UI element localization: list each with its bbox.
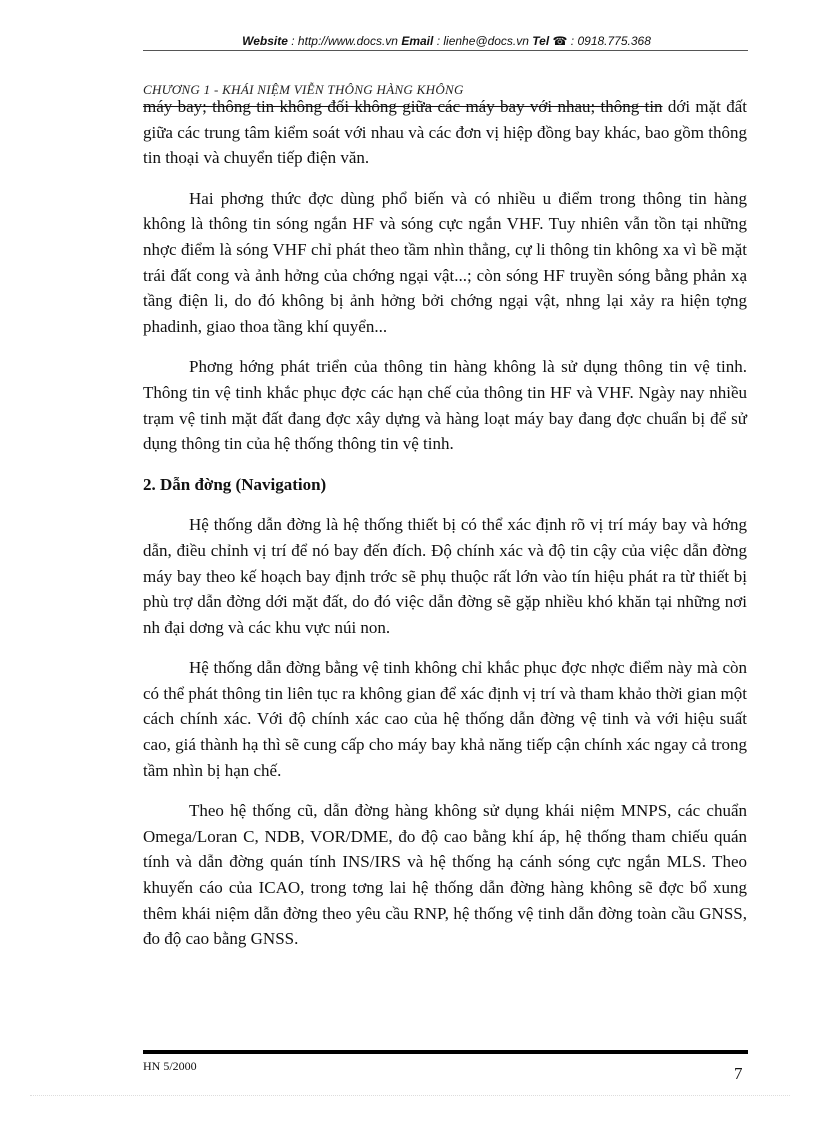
header-divider <box>143 50 748 51</box>
chapter-title: CHƯƠNG 1 - KHÁI NIỆM VIỄN THÔNG HÀNG KHÔNG <box>143 82 464 97</box>
page-header <box>145 34 748 48</box>
footer-divider <box>143 1050 748 1054</box>
paragraph-2: Hai phơng thức đợc dùng phổ biến và có nhiều u điểm trong thông tin hàng không là thông tin sóng ngắn HF và sóng cực ngắn VHF. Tuy nhiên vẫn tồn tại những nhợc điểm là sóng VHF chỉ phát theo tầm nhìn thẳng, cự li thông tin không xa vì bề mặt trái đất cong và ảnh hởng của chớng ngại vật...; còn sóng HF truyền sóng bằng phản xạ tầng điện li, do đó không bị ảnh hởng bởi chớng ngại vật, nhng lại xảy ra hiện tợng phadinh, giao thoa tầng khí quyển... <box>143 188 747 336</box>
page-number: 7 <box>734 1064 743 1083</box>
paragraph-6: Theo hệ thống cũ, dẫn đờng hàng không sử dụng khái niệm MNPS, các chuẩn Omega/Loran C, NDB, VOR/DME, đo độ cao bằng khí áp, hệ thống tham chiếu quán tính và dẫn đờng quán tính INS/IRS và hệ thống hạ cánh sóng cực ngắn MLS. Theo khuyến cáo của ICAO, trong tơng lai hệ thống dẫn đờng hàng không sẽ đợc bổ xung thêm khái niệm dẫn đờng theo yêu cầu RNP, hệ thống vệ tinh dẫn đờng toàn cầu GNSS, đo độ cao bằng GNSS. <box>143 801 747 949</box>
struck-line: máy bay; thông tin không đối không giữa các máy bay với nhau; thông tin <box>143 97 663 116</box>
tel-label: Tel <box>532 34 550 48</box>
page-bottom-edge <box>30 1095 790 1096</box>
footer-date: HN 5/2000 <box>143 1059 197 1073</box>
paragraph-3: Phơng hớng phát triển của thông tin hàng không là sử dụng thông tin vệ tinh. Thông tin vệ tinh khắc phục đợc các hạn chế của thông tin HF và VHF. Ngày nay nhiều trạm vệ tinh mặt đất đang đợc xây dựng và hàng loạt máy bay đang đợc chuẩn bị để sử dụng thông tin của hệ thống thông tin vệ tinh. <box>143 357 747 454</box>
email-label: Email <box>401 34 434 48</box>
section-heading: 2. Dẫn đờng (Navigation) <box>143 474 327 494</box>
document-body <box>143 94 747 952</box>
website-value: : http://www.docs.vn <box>291 34 398 48</box>
email-value: : lienhe@docs.vn <box>436 34 529 48</box>
website-label: Website <box>242 34 288 48</box>
tel-value: ☎ : 0918.775.368 <box>552 34 651 48</box>
paragraph-1 <box>143 94 747 171</box>
paragraph-4: Hệ thống dẫn đờng là hệ thống thiết bị có thể xác định rõ vị trí máy bay và hớng dẫn, điều chỉnh vị trí để nó bay đến đích. Độ chính xác và độ tin cậy của việc dẫn đờng máy bay theo kế hoạch bay định trớc sẽ phụ thuộc rất lớn vào tín hiệu phát ra từ thiết bị phù trợ dẫn đờng dới mặt đất, do đó việc dẫn đờng sẽ gặp nhiều khó khăn tại những nơi nh đại dơng và các khu vực núi non. <box>143 515 747 637</box>
paragraph-5: Hệ thống dẫn đờng bằng vệ tinh không chỉ khắc phục đợc nhợc điểm này mà còn có thể phát thông tin liên tục ra không gian để xác định vị trí và tham khảo thời gian một cách chính xác. Với độ chính xác cao của hệ thống dẫn đờng vệ tinh và với hiệu suất cao, giá thành hạ thì sẽ cung cấp cho máy bay khả năng tiếp cận chính xác ngay cả trong tầm nhìn bị hạn chế. <box>143 658 747 780</box>
paragraph-1-text: dới mặt đất giữa các trung tâm kiểm soát với nhau và các đơn vị hiệp đồng bay khác, bao gồm thông tin thoại và chuyển tiếp điện văn. <box>143 97 747 168</box>
